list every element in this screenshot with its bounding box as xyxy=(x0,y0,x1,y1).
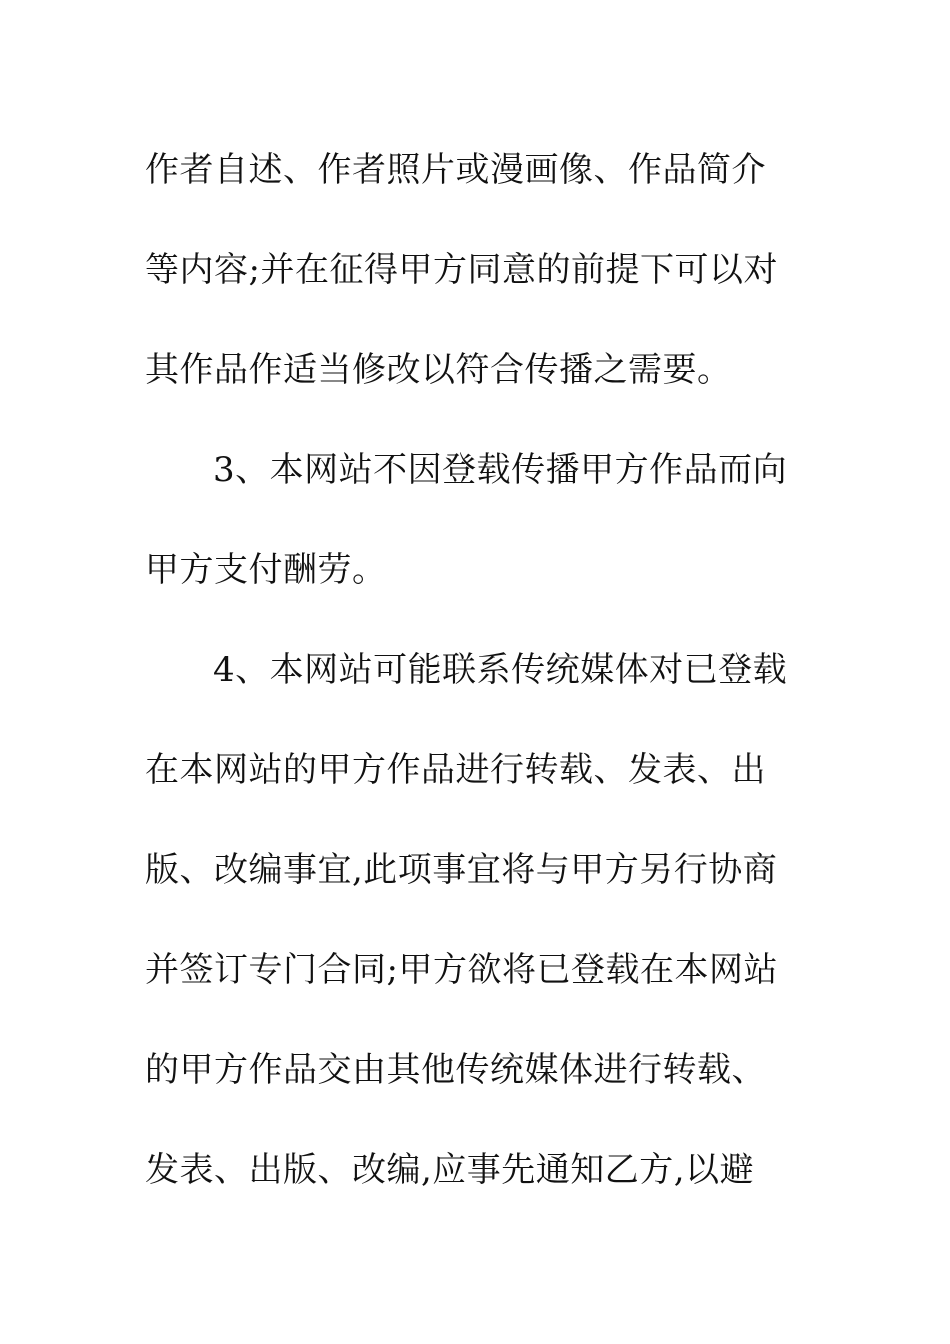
text-line: 作者自述、作者照片或漫画像、作品简介 xyxy=(145,150,766,190)
paragraph-start-line: 3、本网站不因登载传播甲方作品而向 xyxy=(213,450,788,490)
text-line: 其作品作适当修改以符合传播之需要。 xyxy=(145,350,732,390)
text-line: 在本网站的甲方作品进行转载、发表、出 xyxy=(145,750,766,790)
text-line: 并签订专门合同;甲方欲将已登载在本网站 xyxy=(145,950,778,990)
text-line: 等内容;并在征得甲方同意的前提下可以对 xyxy=(145,250,778,290)
text-line: 版、改编事宜,此项事宜将与甲方另行协商 xyxy=(145,850,778,890)
text-line: 甲方支付酬劳。 xyxy=(145,550,387,590)
text-line: 发表、出版、改编,应事先通知乙方,以避 xyxy=(145,1150,755,1190)
paragraph-start-line: 4、本网站可能联系传统媒体对已登载 xyxy=(213,650,788,690)
document-body xyxy=(145,120,805,1220)
text-line: 的甲方作品交由其他传统媒体进行转载、 xyxy=(145,1050,766,1090)
